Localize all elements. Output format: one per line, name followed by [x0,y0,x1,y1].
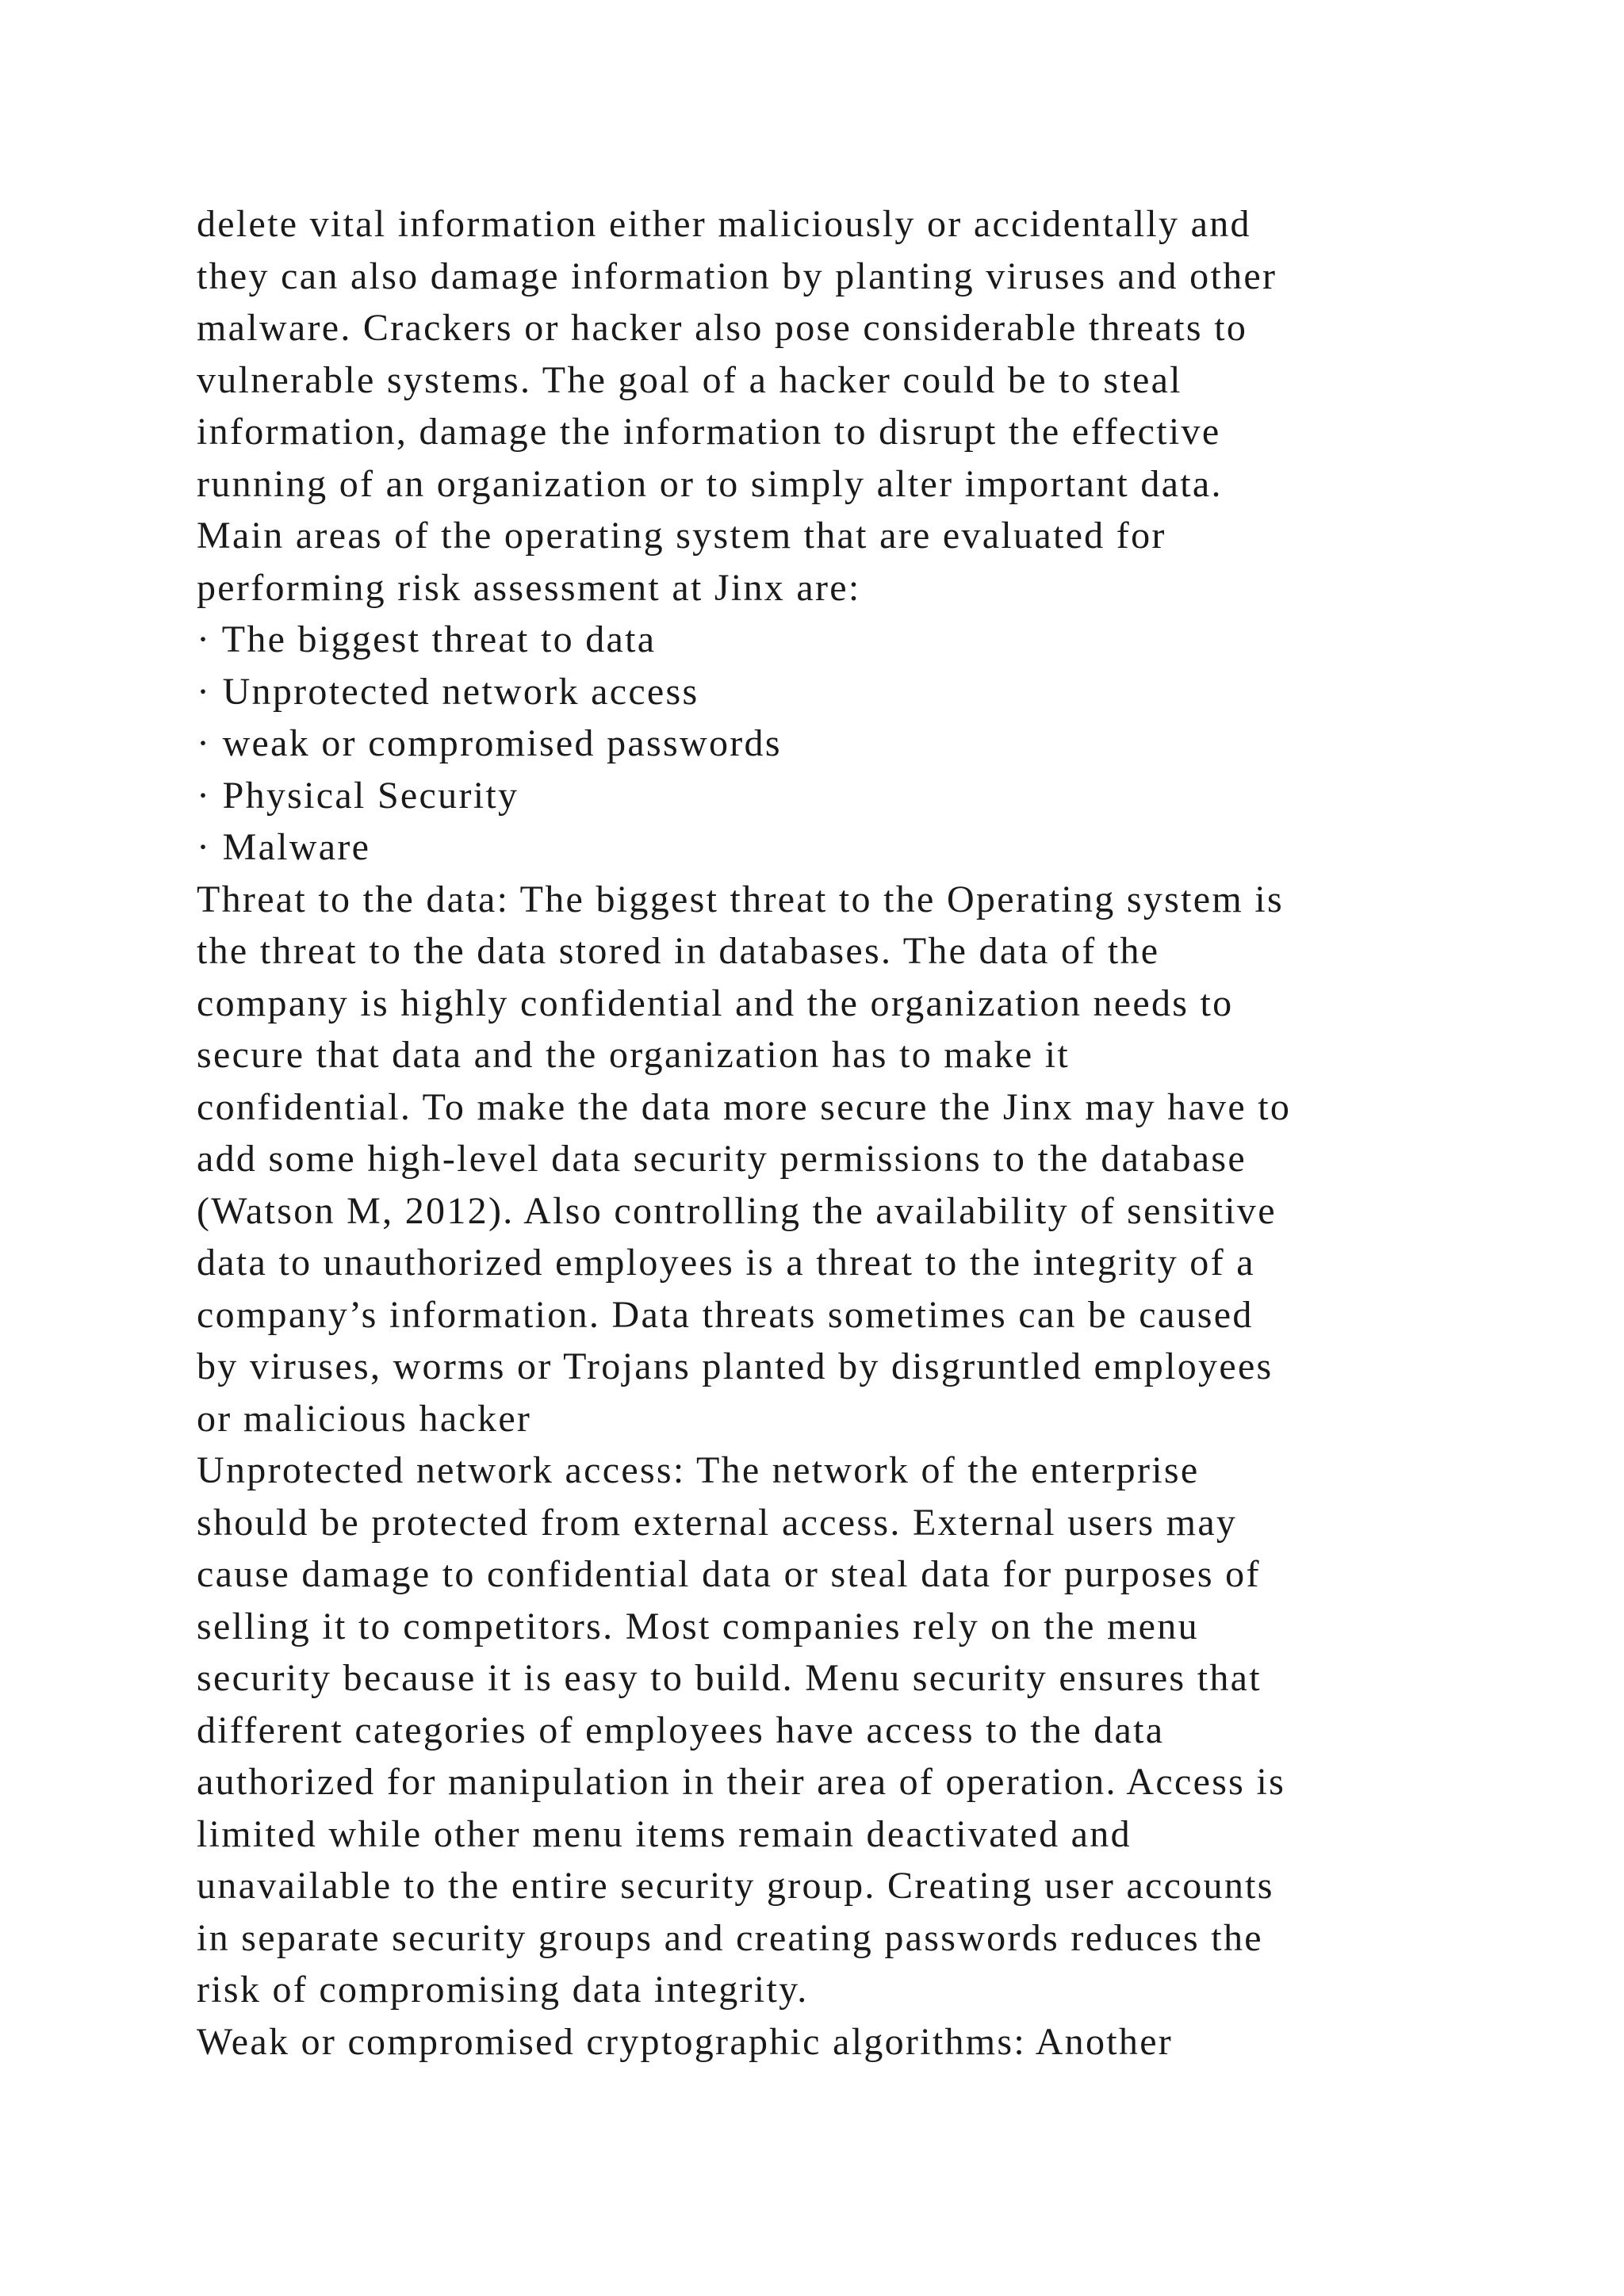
text-line: by viruses, worms or Trojans planted by disgruntled employees [197,1345,1274,1387]
document-body [197,198,1529,2068]
text-line: add some high-level data security permissions to the database [197,1138,1247,1180]
bullet-item-threat-to-data: · The biggest threat to data [197,618,657,660]
text-line: Threat to the data: The biggest threat to the Operating system is [197,878,1284,920]
text-line: selling it to competitors. Most companies rely on the menu [197,1605,1199,1647]
text-line: in separate security groups and creating passwords reduces the [197,1916,1263,1959]
text-line: the threat to the data stored in databases. The data of the [197,930,1160,972]
bullet-item-weak-passwords: · weak or compromised passwords [197,722,782,764]
text-line: they can also damage information by planting viruses and other [197,254,1277,297]
bullet-item-physical-security: · Physical Security [197,774,519,817]
text-line: Main areas of the operating system that are evaluated for [197,515,1166,557]
text-line: Weak or compromised cryptographic algorithms: Another [197,2020,1174,2063]
text-line: confidential. To make the data more secure the Jinx may have to [197,1085,1292,1128]
text-line: vulnerable systems. The goal of a hacker could be to steal [197,358,1182,401]
text-line: information, damage the information to disrupt the effective [197,411,1221,453]
text-line: security because it is easy to build. Menu security ensures that [197,1657,1262,1699]
text-line: secure that data and the organization has to make it [197,1034,1071,1076]
text-line: Unprotected network access: The network of the enterprise [197,1449,1200,1491]
text-line: running of an organization or to simply alter important data. [197,462,1223,505]
text-line: delete vital information either maliciously or accidentally and [197,203,1251,245]
text-line: limited while other menu items remain deactivated and [197,1812,1132,1855]
text-line: company’s information. Data threats sometimes can be caused [197,1293,1254,1336]
text-line: unavailable to the entire security group. Creating user accounts [197,1865,1274,1907]
text-line: or malicious hacker [197,1397,532,1440]
text-line: should be protected from external access. External users may [197,1501,1238,1544]
text-line: data to unauthorized employees is a threat to the integrity of a [197,1242,1255,1284]
text-line: authorized for manipulation in their area of operation. Access is [197,1761,1286,1803]
bullet-item-unprotected-network: · Unprotected network access [197,670,699,713]
text-line: cause damage to confidential data or steal data for purposes of [197,1553,1261,1595]
text-line: risk of compromising data integrity. [197,1969,809,2011]
text-line: malware. Crackers or hacker also pose considerable threats to [197,307,1248,349]
text-line: different categories of employees have access to the data [197,1709,1165,1751]
text-line: performing risk assessment at Jinx are: [197,566,861,609]
text-line: (Watson M, 2012). Also controlling the availability of sensitive [197,1189,1277,1232]
text-line: company is highly confidential and the organization needs to [197,982,1234,1024]
bullet-item-malware: · Malware [197,826,371,868]
